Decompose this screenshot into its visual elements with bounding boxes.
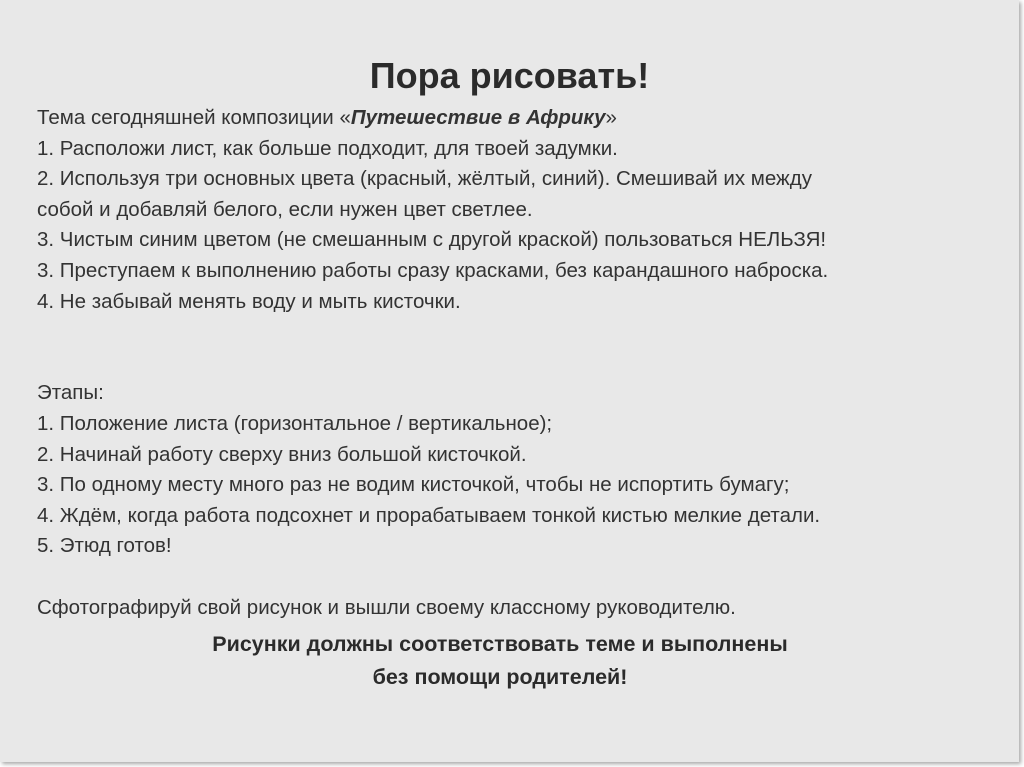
closing-line-2: без помощи родителей!: [372, 665, 628, 689]
stage-item-2: 2. Начинай работу сверху вниз большой кисточкой.: [37, 442, 527, 466]
rule-item-4: 4. Не забывай менять воду и мыть кисточки.: [37, 289, 461, 313]
closing-note: [0, 628, 1000, 694]
spacer: [37, 348, 997, 379]
slide-body: [37, 103, 997, 623]
instruction-text: Сфотографируй свой рисунок и вышли своему классному руководителю.: [37, 595, 736, 619]
rule-item-3: 3. Чистым синим цветом (не смешанным с другой краской) пользоваться НЕЛЬЗЯ!: [37, 228, 827, 252]
rule-item-1: 1. Расположи лист, как больше подходит, для твоей задумки.: [37, 136, 618, 160]
rule-item-2-continued: собой и добавляй белого, если нужен цвет светлее.: [37, 197, 533, 221]
stage-item-5: 5. Этюд готов!: [37, 534, 172, 558]
spacer: [37, 317, 997, 348]
stage-item-4: 4. Ждём, когда работа подсохнет и прорабатываем тонкой кистью мелкие детали.: [37, 503, 821, 527]
rule-item-3b: 3. Преступаем к выполнению работы сразу красками, без карандашного наброска.: [37, 258, 829, 282]
spacer: [37, 562, 997, 593]
stages-heading: Этапы:: [37, 381, 104, 405]
slide-title: Пора рисовать!: [369, 55, 650, 96]
stage-item-1: 1. Положение листа (горизонтальное / вертикальное);: [37, 411, 553, 435]
topic-line: [37, 103, 997, 134]
topic-emphasis: Путешествие в Африку: [350, 106, 606, 129]
topic-prefix: Тема сегодняшней композиции «: [37, 106, 351, 129]
stage-item-3: 3. По одному месту много раз не водим кисточкой, чтобы не испортить бумагу;: [37, 473, 790, 497]
closing-line-1: Рисунки должны соответствовать теме и выполнены: [212, 632, 788, 656]
rule-item-2: 2. Используя три основных цвета (красный, жёлтый, синий). Смешивай их между: [37, 167, 812, 191]
topic-suffix: »: [605, 106, 617, 129]
